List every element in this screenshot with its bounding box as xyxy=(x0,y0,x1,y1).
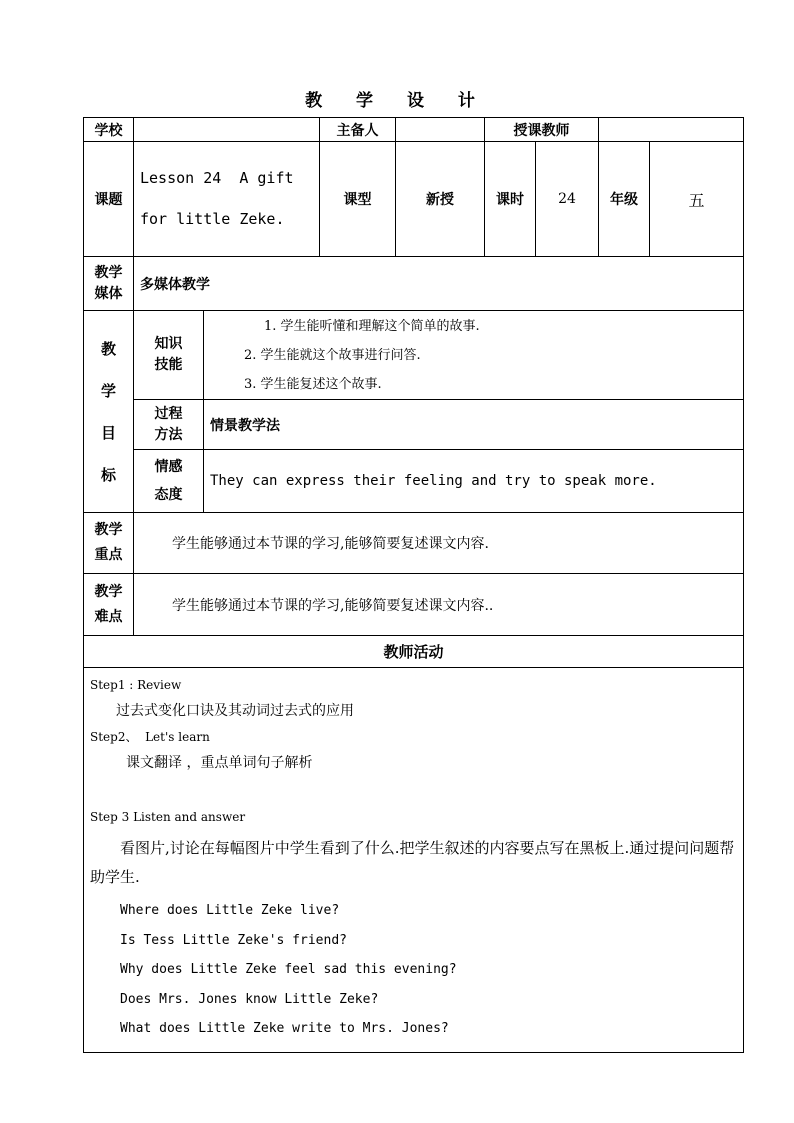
preparer-value xyxy=(396,118,485,142)
activities-header-row xyxy=(84,636,744,668)
school-value xyxy=(134,118,320,142)
document-title: 教 学 设 计 xyxy=(305,91,489,111)
activities-content xyxy=(84,668,744,1053)
preparer-label: 主备人 xyxy=(320,118,396,142)
school-label: 学校 xyxy=(84,118,134,142)
period-value: 24 xyxy=(536,142,599,257)
knowledge-item: 3. 学生能复述这个故事. xyxy=(244,376,382,392)
step2-text: 课文翻译 ，重点单词句子解析 xyxy=(126,755,313,771)
step3-text: 看图片,讨论在每幅图片中学生看到了什么.把学生叙述的内容要点写在黑板上.通过提问问题帮助学生. xyxy=(90,839,735,886)
teacher-label: 授课教师 xyxy=(485,118,599,142)
step3-title: Step 3 Listen and answer xyxy=(90,810,246,824)
emotion-label: 情感 态度 xyxy=(134,450,204,513)
knowledge-label: 知识 技能 xyxy=(134,311,204,400)
grade-label: 年级 xyxy=(599,142,650,257)
topic-line-2: for little Zeke. xyxy=(140,210,285,228)
objectives-vertical-label: 教 学 目 标 xyxy=(84,311,134,513)
process-label: 过程 方法 xyxy=(134,400,204,450)
topic-line-1: Lesson 24 A gift xyxy=(140,169,294,187)
question-item: Is Tess Little Zeke's friend? xyxy=(120,932,347,948)
type-label: 课型 xyxy=(320,142,396,257)
knowledge-item: 1. 学生能听懂和理解这个简单的故事. xyxy=(264,318,480,334)
difficulties-row xyxy=(84,574,744,636)
difficulties-label: 教学 难点 xyxy=(84,574,134,636)
knowledge-item: 2. 学生能就这个故事进行问答. xyxy=(244,347,421,363)
knowledge-items xyxy=(204,311,744,400)
lesson-plan-table xyxy=(83,117,744,1053)
topic-label: 课题 xyxy=(84,142,134,257)
step1-title: Step1 : Review xyxy=(90,678,182,692)
process-value: 情景教学法 xyxy=(204,400,744,450)
objective-emotion-row xyxy=(84,450,744,513)
question-item: Does Mrs. Jones know Little Zeke? xyxy=(120,991,379,1007)
key-points-label: 教学 重点 xyxy=(84,513,134,574)
topic-value xyxy=(134,142,320,257)
topic-row xyxy=(84,142,744,257)
activities-content-row xyxy=(84,668,744,1053)
grade-value: 五 xyxy=(650,142,744,257)
key-points-row xyxy=(84,513,744,574)
question-item: What does Little Zeke write to Mrs. Jones? xyxy=(120,1021,449,1036)
type-value: 新授 xyxy=(396,142,485,257)
media-value: 多媒体教学 xyxy=(134,257,744,311)
period-label: 课时 xyxy=(485,142,536,257)
key-points-value: 学生能够通过本节课的学习,能够简要复述课文内容. xyxy=(134,513,744,574)
activities-header: 教师活动 xyxy=(84,636,744,668)
difficulties-value: 学生能够通过本节课的学习,能够简要复述课文内容.. xyxy=(134,574,744,636)
emotion-value: They can express their feeling and try to speak more. xyxy=(204,450,744,513)
teacher-value xyxy=(599,118,744,142)
question-item: Why does Little Zeke feel sad this evening? xyxy=(120,962,457,977)
media-row xyxy=(84,257,744,311)
media-label: 教学 媒体 xyxy=(84,257,134,311)
question-item: Where does Little Zeke live? xyxy=(120,903,340,918)
step2-title: Step2、 Let's learn xyxy=(90,730,210,744)
header-row xyxy=(84,118,744,142)
objective-process-row xyxy=(84,400,744,450)
step1-text: 过去式变化口诀及其动词过去式的应用 xyxy=(116,703,354,719)
objective-knowledge-row xyxy=(84,311,744,400)
